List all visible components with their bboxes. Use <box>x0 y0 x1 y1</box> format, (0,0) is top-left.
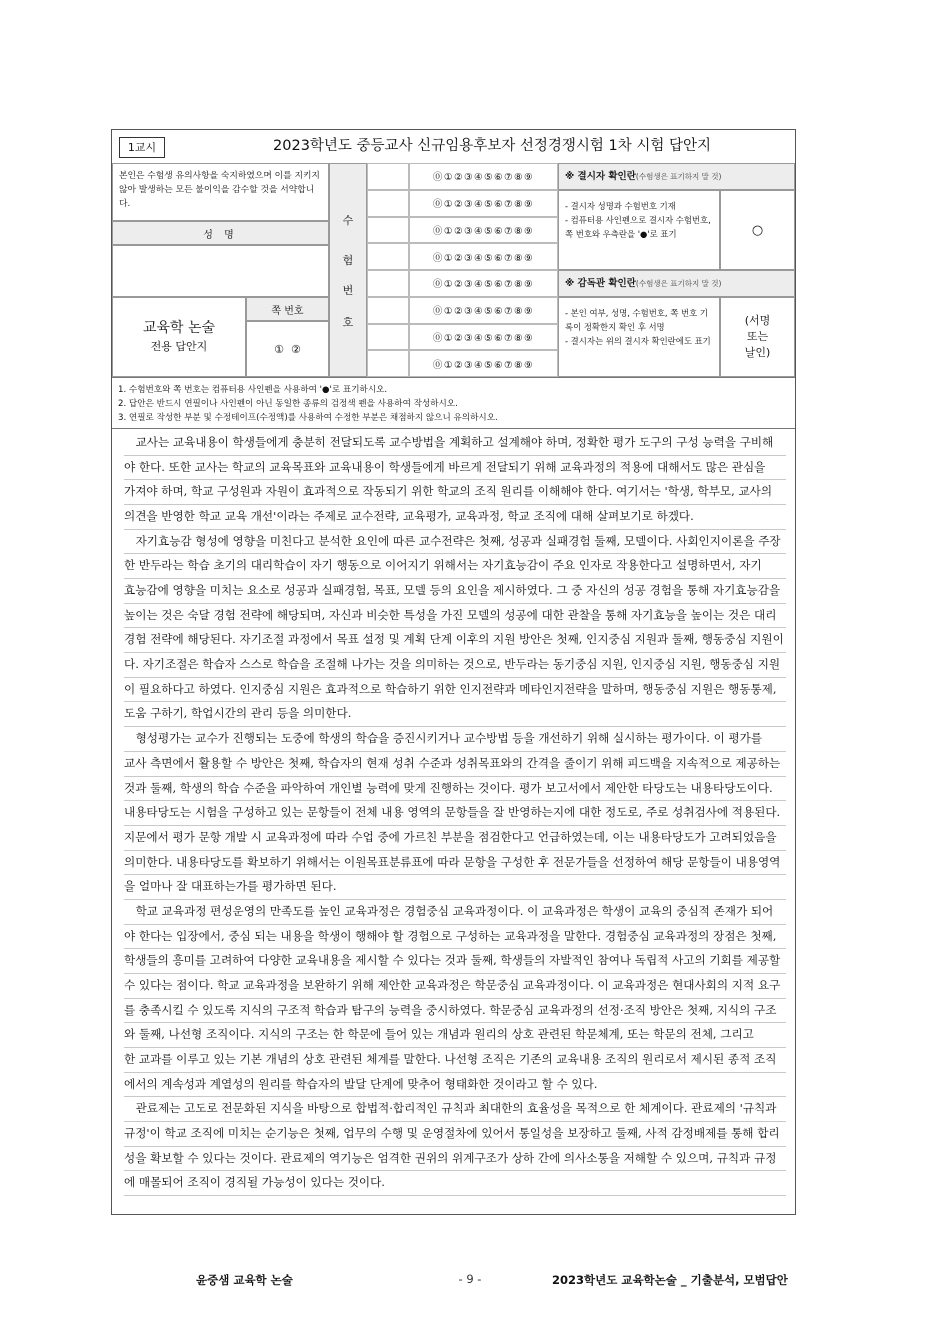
instruction-item: 3. 연필로 작성한 부분 및 수정테이프(수정액)를 사용하여 수정한 부분은 채점하지 않으니 유의하시오. <box>118 413 498 423</box>
exam-digit-bubbles[interactable]: ⓪①②③④⑤⑥⑦⑧⑨ <box>409 270 558 297</box>
exam-digit-bubbles[interactable]: ⓪①②③④⑤⑥⑦⑧⑨ <box>409 243 558 270</box>
answer-line: 와 둘째, 나선형 조직이다. 지식의 구조는 한 학문에 들어 있는 개념과 원리의 상호 관련된 학문체계, 또는 학문의 전체, 그리고 <box>124 1022 786 1048</box>
sheet-title: 2023학년도 중등교사 신규임용후보자 선정경쟁시험 1차 시험 답안지 <box>273 138 711 154</box>
exam-number-char: 호 <box>342 316 354 329</box>
exam-digit-write[interactable] <box>367 217 409 244</box>
answer-line: 한 반두라는 학습 초기의 대리학습이 자기 행동으로 이어지기 위해서는 자기효능감이 주요 인자로 작용한다고 설명하면서, 자기 <box>124 553 786 579</box>
answer-line: 지문에서 평가 문항 개발 시 교육과정에 따라 수업 중에 가르친 부분을 점검한다고 언급하였는데, 이는 내용타당도가 고려되었음을 <box>124 825 786 851</box>
answer-line: 의견을 반영한 학교 교육 개선'이라는 주제로 교수전략, 교육평가, 교육과정, 학교 조직에 대해 살펴보기로 하겠다. <box>124 504 786 530</box>
exam-number-char: 번 <box>342 284 354 297</box>
subject-title: 교육학 논술 <box>142 320 216 336</box>
page-number-options[interactable]: ① ② <box>246 321 329 377</box>
sheet-header <box>112 130 795 164</box>
page-number-label: 쪽 번호 <box>246 297 329 321</box>
answer-line: 야 한다는 입장에서, 중심 되는 내용을 학생이 행해야 할 경험으로 구성하는 교육과정을 말한다. 경험중심 교육과정의 장점은 첫째, <box>124 924 786 950</box>
answer-line: 것과 둘째, 학생의 학습 수준을 파악하여 개인별 능력에 맞게 진행하는 것이다. 평가 보고서에서 제안한 타당도는 내용타당도이다. <box>124 776 786 802</box>
exam-digit-bubbles[interactable]: ⓪①②③④⑤⑥⑦⑧⑨ <box>409 324 558 351</box>
answer-line: 다. 자기조절은 학습자 스스로 학습을 조절해 나가는 것을 의미하는 것으로, 반두라는 동기중심 지원, 인지중심 지원, 행동중심 지원 <box>124 652 786 678</box>
exam-digit-write[interactable] <box>367 297 409 324</box>
answer-line: 의미한다. 내용타당도를 확보하기 위해서는 이원목표분류표에 따라 문항을 구성한 후 전문가들을 선정하여 해당 문항들이 내용영역 <box>124 850 786 876</box>
answer-line: 수 있다는 점이다. 학교 교육과정을 보완하기 위해 제안한 교육과정은 학문중심 교육과정이다. 이 교육과정은 현대사회의 지적 요구 <box>124 973 786 999</box>
exam-digit-bubbles[interactable]: ⓪①②③④⑤⑥⑦⑧⑨ <box>409 163 558 190</box>
sign-text: (서명 <box>744 314 771 327</box>
exam-number-char: 수 <box>342 214 354 227</box>
absentee-title: ※ 결시자 확인란 <box>565 171 636 182</box>
answer-line: 를 충족시킬 수 있도록 지식의 구조적 학습과 탐구의 능력을 중시하였다. 학문중심 교육과정의 선정·조직 방안은 첫째, 지식의 구조 <box>124 998 786 1024</box>
instruction-item: 1. 수험번호와 쪽 번호는 컴퓨터용 사인펜을 사용하여 '●'로 표기하시오. <box>118 385 388 395</box>
supervisor-sign-box[interactable] <box>720 297 795 377</box>
answer-line: 을 얼마나 잘 대표하는가를 평가하면 된다. <box>124 874 786 900</box>
supervisor-note: (수험생은 표기하지 말 것) <box>635 279 722 288</box>
sign-text: 또는 <box>746 330 769 343</box>
absentee-note: (수험생은 표기하지 말 것) <box>635 172 722 181</box>
answer-line: 도움 구하기, 학업시간의 관리 등을 의미한다. <box>124 701 786 727</box>
answer-line: 교사 측면에서 활용할 수 방안은 첫째, 학습자의 현재 성취 수준과 성취목표와의 간격을 줄이기 위해 피드백을 지속적으로 제공하는 <box>124 751 786 777</box>
answer-line: 에서의 계속성과 계열성의 원리를 학습자의 발달 단계에 맞추어 형태화한 것이라고 할 수 있다. <box>124 1072 786 1098</box>
exam-digit-bubbles[interactable]: ⓪①②③④⑤⑥⑦⑧⑨ <box>409 217 558 244</box>
footer-author: 윤중샘 교육학 논술 <box>196 1273 293 1287</box>
absentee-item: - 결시자 성명과 수험번호 기재 <box>565 201 676 211</box>
name-label: 성 명 <box>112 221 329 245</box>
answer-line: 에 매몰되어 조직이 경직될 가능성이 있다는 것이다. <box>124 1170 786 1196</box>
exam-digit-bubbles[interactable]: ⓪①②③④⑤⑥⑦⑧⑨ <box>409 297 558 324</box>
answer-line: 가져야 하며, 학교 구성원과 자원이 효과적으로 작동되기 위한 학교의 조직 원리를 이해해야 한다. 여기서는 '학생, 학부모, 교사의 <box>124 479 786 505</box>
answer-line: 성을 확보할 수 있다는 것이다. 관료제의 역기능은 엄격한 권위의 위계구조가 상하 간에 의사소통을 저해할 수 있으며, 규칙과 규정 <box>124 1146 786 1172</box>
supervisor-title: ※ 감독관 확인란 <box>565 278 636 289</box>
answer-line: 형성평가는 교수가 진행되는 도중에 학생의 학습을 증진시키거나 교수방법 등을 개선하기 위해 실시하는 평가이다. 이 평가를 <box>124 726 786 752</box>
exam-digit-write[interactable] <box>367 243 409 270</box>
answer-line: 학교 교육과정 편성운영의 만족도를 높인 교육과정은 경험중심 교육과정이다. 이 교육과정은 학생이 교육의 중심적 존재가 되어 <box>124 899 786 925</box>
absentee-instructions <box>558 190 720 270</box>
absentee-header <box>558 163 795 190</box>
pledge-notice: 본인은 수험생 유의사항을 숙지하였으며 이를 지키지 않아 발생하는 모든 불이익을 감수할 것을 서약합니다. <box>112 163 329 221</box>
supervisor-item: - 결시자는 위의 결시자 확인란에도 표기 <box>565 336 711 346</box>
instructions <box>112 377 795 429</box>
answer-line: 이 필요하다고 하였다. 인지중심 지원은 효과적으로 학습하기 위한 인지전략과 메타인지전략을 말하며, 행동중심 지원은 행동통제, <box>124 677 786 703</box>
answer-line: 내용타당도는 시험을 구성하고 있는 문항들이 전체 내용 영역의 문항들을 잘 반영하는지에 대한 정도로, 주로 성취검사에 적용된다. <box>124 800 786 826</box>
answer-line: 경험 전략에 해당된다. 자기조절 과정에서 목표 설정 및 계획 단계 이후의 지원 방안은 첫째, 인지중심 지원과 둘째, 행동중심 지원이 <box>124 627 786 653</box>
answer-sheet <box>111 129 796 1215</box>
exam-digit-write[interactable] <box>367 190 409 217</box>
exam-digit-bubbles[interactable]: ⓪①②③④⑤⑥⑦⑧⑨ <box>409 190 558 217</box>
footer-page-number: - 9 - <box>458 1272 482 1286</box>
answer-line: 한 교과를 이루고 있는 기본 개념의 상호 관련된 체계를 말한다. 나선형 조직은 기존의 교육내용 조직의 원리로서 제시된 종적 조직 <box>124 1047 786 1073</box>
instruction-item: 2. 답안은 반드시 연필이나 사인펜이 아닌 동일한 종류의 검정색 펜을 사용하여 작성하시오. <box>118 399 458 409</box>
answer-line: 자기효능감 형성에 영향을 미친다고 분석한 요인에 따른 교수전략은 첫째, 성공과 실패경험 둘째, 모델이다. 사회인지이론을 주장 <box>124 529 786 555</box>
answer-line: 야 한다. 또한 교사는 학교의 교육목표와 교육내용이 학생들에게 바르게 전달되기 위해 교육과정의 적용에 대해서도 많은 관심을 <box>124 455 786 481</box>
answer-line: 학생들의 흥미를 고려하여 다양한 교육내용을 제시할 수 있다는 것과 둘째, 학생들의 자발적인 참여나 독립적 사고의 기회를 제공할 <box>124 948 786 974</box>
supervisor-header <box>558 270 795 297</box>
exam-digit-write[interactable] <box>367 324 409 351</box>
name-field[interactable] <box>112 245 329 297</box>
exam-number-char: 험 <box>342 254 354 267</box>
exam-number-label <box>329 163 367 377</box>
answer-line: 규정'이 학교 조직에 미치는 순기능은 첫째, 업무의 수행 및 운영절차에 있어서 통일성을 보장하고 둘째, 사적 감정배제를 통해 합리 <box>124 1121 786 1147</box>
answer-area <box>112 430 795 1214</box>
period-label: 1교시 <box>119 137 165 158</box>
absentee-mark-bubble[interactable]: ○ <box>720 190 795 270</box>
exam-digit-write[interactable] <box>367 163 409 190</box>
answer-line: 높이는 것은 숙달 경험 전략에 해당되며, 자신과 비슷한 특성을 가진 모델의 성공에 대한 관찰을 통해 자기효능을 높이는 것은 대리 <box>124 603 786 629</box>
answer-line: 관료제는 고도로 전문화된 지식을 바탕으로 합법적·합리적인 규칙과 최대한의 효율성을 목적으로 한 체계이다. 관료제의 '규칙과 <box>124 1096 786 1122</box>
header-form <box>112 163 795 377</box>
absentee-item: - 컴퓨터용 사인펜으로 결시자 수험번호, 쪽 번호와 우측란을 '●'로 표기 <box>565 215 711 239</box>
footer-doc-title: 2023학년도 교육학논술 _ 기출분석, 모범답안 <box>552 1273 788 1287</box>
supervisor-item: - 본인 여부, 성명, 수험번호, 쪽 번호 기록이 정확한지 확인 후 서명 <box>565 308 708 332</box>
subject-box <box>112 297 246 377</box>
supervisor-instructions <box>558 297 720 377</box>
subject-subtitle: 전용 답안지 <box>150 340 208 353</box>
answer-line: 효능감에 영향을 미치는 요소로 성공과 실패경험, 목표, 모델 등의 요인을 제시하였다. 그 중 자신의 성공 경험을 통해 자기효능감을 <box>124 578 786 604</box>
sign-text: 날인) <box>744 346 771 359</box>
exam-digit-write[interactable] <box>367 270 409 297</box>
answer-line: 교사는 교육내용이 학생들에게 충분히 전달되도록 교수방법을 계획하고 설계해야 하며, 정확한 평가 도구의 구성 능력을 구비해 <box>124 430 786 456</box>
exam-digit-write[interactable] <box>367 350 409 377</box>
exam-digit-bubbles[interactable]: ⓪①②③④⑤⑥⑦⑧⑨ <box>409 350 558 377</box>
